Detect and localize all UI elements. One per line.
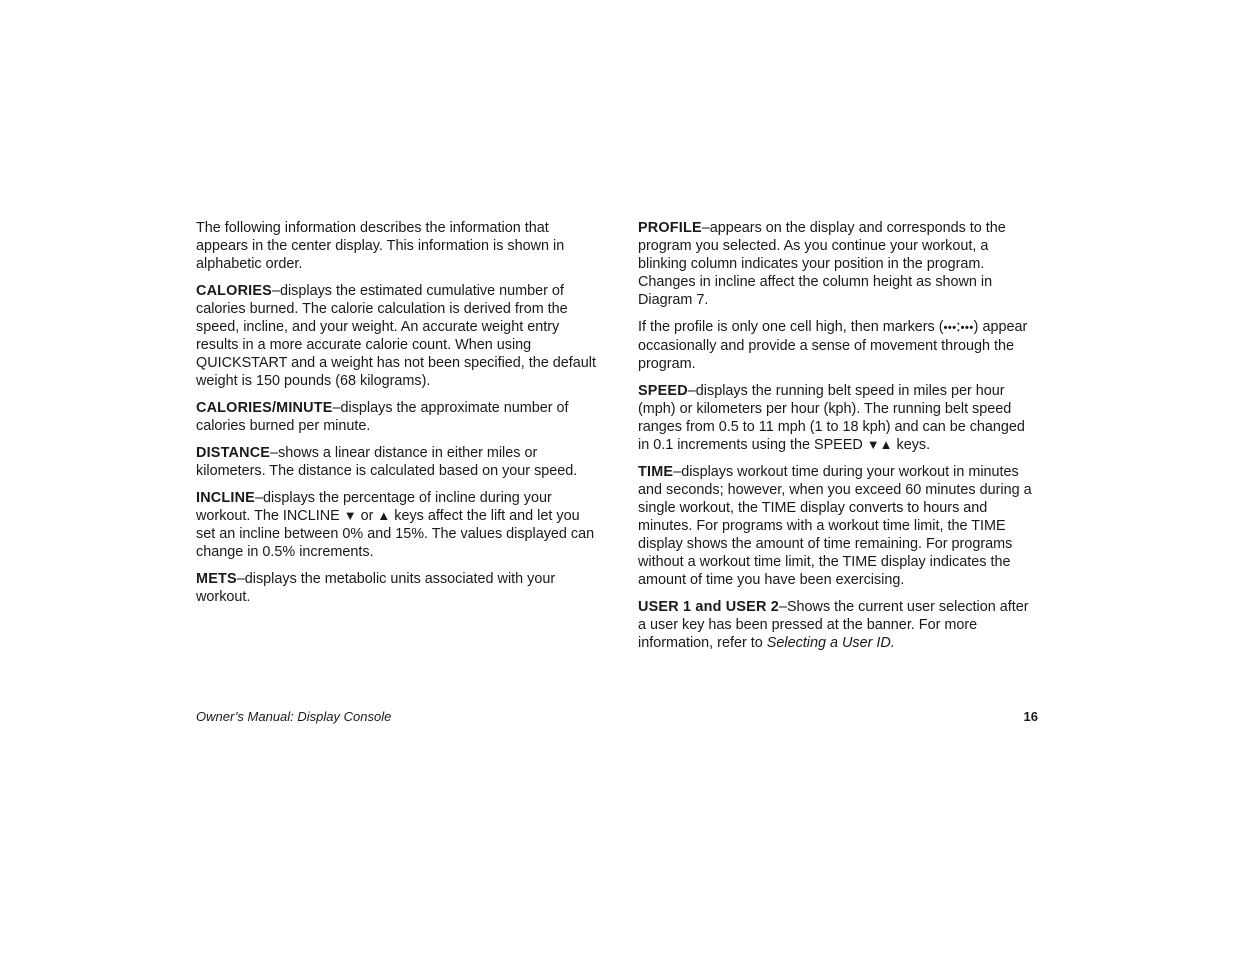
- mets-term: METS: [196, 571, 237, 587]
- mets-text: –displays the metabolic units associated with your workout.: [196, 571, 556, 605]
- left-column: [196, 219, 598, 615]
- profile-markers-text-before: If the profile is only one cell high, then markers (: [638, 319, 944, 335]
- user-paragraph: [638, 598, 1040, 652]
- incline-text-mid: or: [356, 508, 378, 524]
- calories-minute-term: CALORIES/MINUTE: [196, 400, 333, 416]
- down-arrow-icon: ▼: [343, 508, 357, 523]
- profile-paragraph: [638, 219, 1040, 309]
- incline-paragraph: [196, 489, 598, 561]
- profile-markers-icon: •••⁚•••: [943, 322, 974, 334]
- profile-term: PROFILE: [638, 220, 702, 236]
- page-number: 16: [1023, 709, 1038, 724]
- user-term: USER 1 and USER 2: [638, 599, 779, 615]
- speed-term: SPEED: [638, 383, 688, 399]
- time-paragraph: [638, 463, 1040, 589]
- incline-text-before: –displays the percentage of incline during your workout. The INCLINE: [196, 490, 552, 524]
- calories-term: CALORIES: [196, 283, 272, 299]
- profile-markers-paragraph: [638, 318, 1040, 373]
- time-term: TIME: [638, 464, 674, 480]
- profile-text: –appears on the display and corresponds to the program you selected. As you continue your workout, a blinking column indicates your position in the program. Changes in incline affect the column height as shown in Diagram 7.: [638, 220, 1006, 308]
- up-arrow-icon: ▲: [377, 508, 391, 523]
- calories-paragraph: [196, 282, 598, 390]
- calories-minute-text: –displays the approximate number of calories burned per minute.: [196, 400, 569, 434]
- selecting-user-id-reference: Selecting a User ID.: [766, 635, 895, 651]
- distance-paragraph: [196, 444, 598, 480]
- distance-term: DISTANCE: [196, 445, 271, 461]
- speed-arrows-icon: ▼▲: [866, 437, 893, 452]
- speed-text-before: –displays the running belt speed in miles per hour (mph) or kilometers per hour (kph). The running belt speed ranges from 0.5 to 11 mph (1 to 18 kph) and can be changed in 0.1 increments using the SPEED: [638, 383, 1025, 453]
- calories-text: –displays the estimated cumulative number of calories burned. The calorie calculation is derived from the speed, incline, and your weight. An accurate weight entry results in a more accurate calorie count. When using QUICKSTART and a weight has not been specified, the default weight is 150 pounds (68 kilograms).: [196, 283, 596, 389]
- profile-markers-text-after: ) appear occasionally and provide a sense of movement through the program.: [638, 319, 1028, 372]
- calories-minute-paragraph: [196, 399, 598, 435]
- distance-text: –shows a linear distance in either miles or kilometers. The distance is calculated based on your speed.: [196, 445, 578, 479]
- speed-paragraph: [638, 382, 1040, 454]
- time-text: –displays workout time during your workout in minutes and seconds; however, when you exceed 60 minutes during a single workout, the TIME display converts to hours and minutes. For programs with a workout time limit, the TIME display shows the amount of time remaining. For programs without a workout time limit, the TIME display indicates the amount of time you have been exercising.: [638, 464, 1032, 588]
- intro-paragraph: The following information describes the information that appears in the center display. This information is shown in alphabetic order.: [196, 220, 565, 272]
- user-text-before: –Shows the current user selection after a user key has been pressed at the banner. For more information, refer to: [638, 599, 1029, 651]
- incline-term: INCLINE: [196, 490, 255, 506]
- speed-text-after: keys.: [892, 437, 931, 453]
- incline-text-after: keys affect the lift and let you set an incline between 0% and 15%. The values displayed can change in 0.5% increments.: [196, 508, 595, 560]
- mets-paragraph: [196, 570, 598, 606]
- footer-title: Owner’s Manual: Display Console: [196, 709, 392, 724]
- right-column: [638, 219, 1040, 661]
